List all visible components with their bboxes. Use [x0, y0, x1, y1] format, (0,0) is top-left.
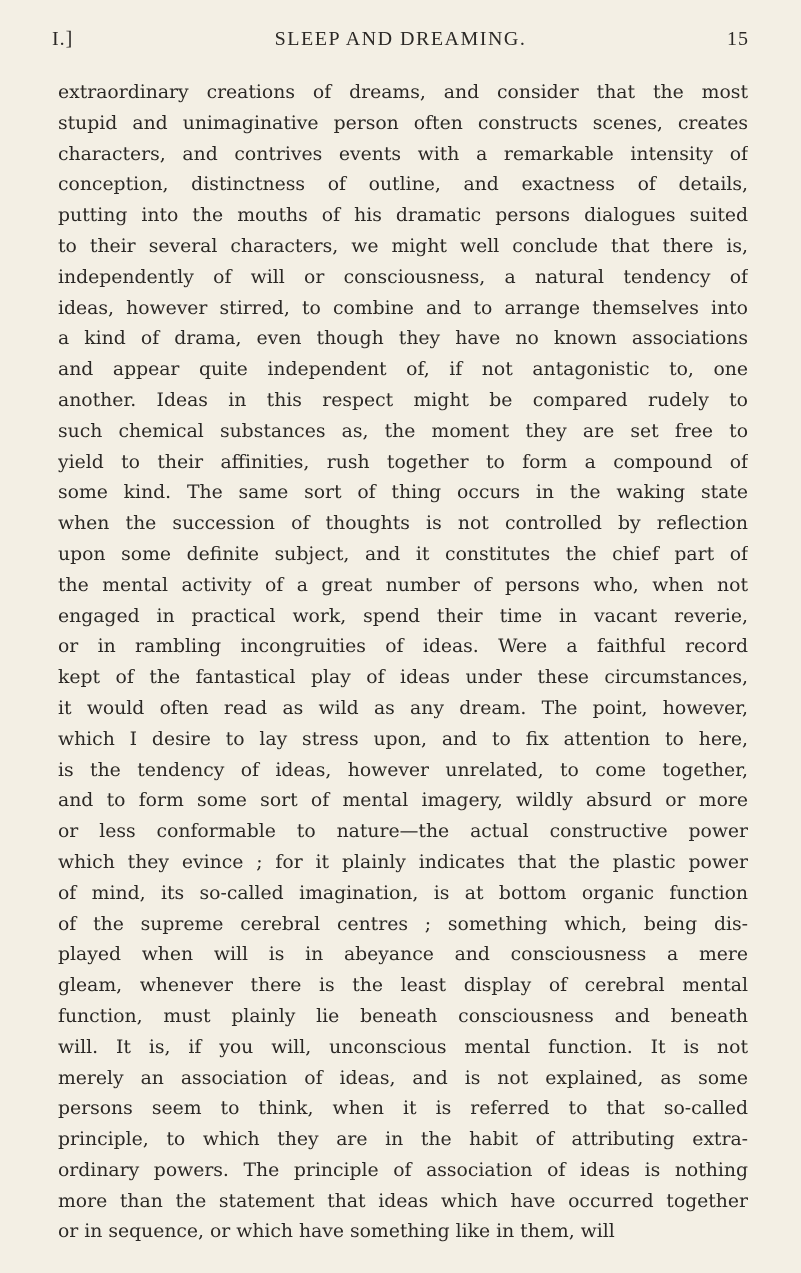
text-line: of the supreme cerebral centres ; something which, being dis-	[58, 913, 748, 935]
text-line: will. It is, if you will, unconscious mental function. It is not	[58, 1036, 748, 1058]
text-line: which they evince ; for it plainly indicates that the plastic power	[58, 851, 748, 873]
text-line: the mental activity of a great number of persons who, when not	[58, 574, 748, 596]
text-line: played when will is in abeyance and consciousness a mere	[58, 944, 748, 966]
text-line: conception, distinctness of outline, and exactness of details,	[58, 174, 748, 196]
text-line: a kind of drama, even though they have no known associations	[58, 328, 748, 350]
text-line: or in sequence, or which have something like in them, will	[58, 1221, 615, 1243]
text-line: such chemical substances as, the moment they are set free to	[58, 420, 748, 442]
page-number: 15	[727, 28, 749, 50]
text-line: merely an association of ideas, and is not explained, as some	[58, 1067, 748, 1089]
text-line: or less conformable to nature—the actual constructive power	[58, 821, 748, 843]
text-line: kept of the fantastical play of ideas under these circumstances,	[58, 667, 748, 689]
text-line: more than the statement that ideas which have occurred together	[58, 1190, 748, 1212]
text-line: gleam, whenever there is the least display of cerebral mental	[58, 975, 748, 997]
text-line: ordinary powers. The principle of association of ideas is nothing	[58, 1159, 748, 1181]
running-title: SLEEP AND DREAMING.	[274, 28, 527, 50]
text-line: characters, and contrives events with a remarkable intensity of	[58, 143, 748, 165]
text-line: stupid and unimaginative person often constructs scenes, creates	[58, 112, 748, 134]
text-line: engaged in practical work, spend their time in vacant reverie,	[58, 605, 748, 627]
text-line: persons seem to think, when it is referred to that so-called	[58, 1098, 748, 1120]
text-line: putting into the mouths of his dramatic persons dialogues suited	[58, 205, 748, 227]
text-line: is the tendency of ideas, however unrelated, to come together,	[58, 759, 748, 781]
text-line: upon some definite subject, and it constitutes the chief part of	[58, 543, 748, 565]
text-line: principle, to which they are in the habit of attributing extra-	[58, 1129, 748, 1151]
text-line: extraordinary creations of dreams, and consider that the most	[58, 82, 748, 103]
text-line: of mind, its so-called imagination, is at bottom organic function	[58, 882, 748, 904]
text-line: independently of will or consciousness, a natural tendency of	[58, 266, 748, 288]
chapter-marker: I.]	[52, 28, 74, 50]
text-line: ideas, however stirred, to combine and to arrange themselves into	[58, 297, 748, 319]
running-header	[52, 28, 749, 54]
text-line: function, must plainly lie beneath consciousness and beneath	[58, 1005, 748, 1027]
body-text	[58, 78, 748, 1248]
text-line: which I desire to lay stress upon, and to fix attention to here,	[58, 728, 748, 750]
text-line: yield to their affinities, rush together to form a compound of	[58, 451, 748, 473]
text-line: some kind. The same sort of thing occurs in the waking state	[58, 482, 748, 504]
text-line: another. Ideas in this respect might be compared rudely to	[58, 389, 748, 411]
text-line: and to form some sort of mental imagery, wildly absurd or more	[58, 790, 748, 812]
text-line: and appear quite independent of, if not antagonistic to, one	[58, 359, 748, 381]
text-line: to their several characters, we might well conclude that there is,	[58, 235, 748, 257]
text-line: or in rambling incongruities of ideas. Were a faithful record	[58, 636, 748, 658]
text-line: it would often read as wild as any dream. The point, however,	[58, 697, 748, 719]
text-line: when the succession of thoughts is not controlled by reflection	[58, 513, 748, 535]
